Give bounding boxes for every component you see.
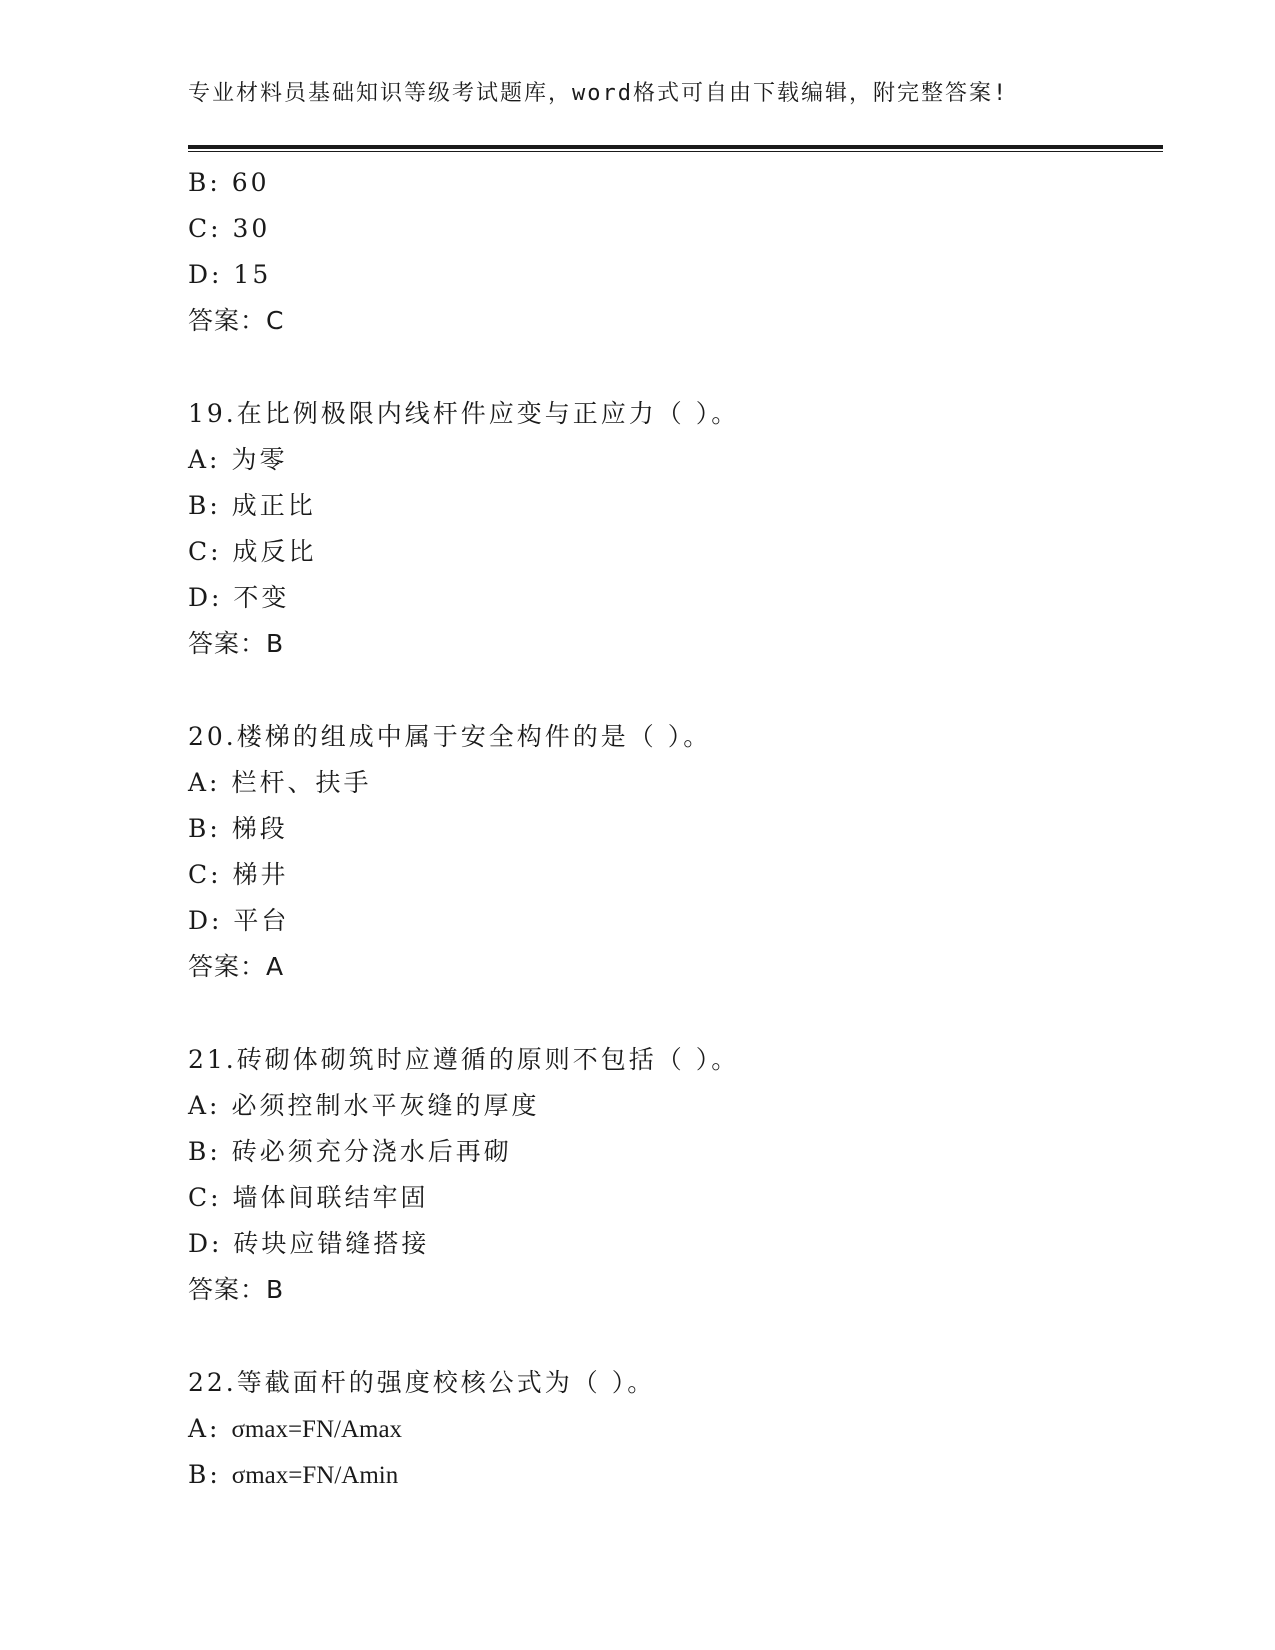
question-21: [188, 1037, 1163, 1313]
option-d: [188, 1221, 1163, 1267]
answer-line: 答案：B: [188, 629, 285, 658]
question-19: [188, 391, 1163, 667]
answer-line: 答案：B: [188, 1275, 285, 1304]
header-rule-thin: [188, 151, 1163, 152]
option-label: D:: [188, 906, 223, 935]
option-b: [188, 806, 1163, 852]
option-label: B:: [188, 491, 221, 520]
option-label: B:: [188, 814, 221, 843]
leading-question-block: [188, 160, 1163, 344]
option-c: [188, 529, 1163, 575]
header-rule-thick: [188, 145, 1163, 149]
option-b: [188, 483, 1163, 529]
option-label: A:: [188, 1091, 221, 1120]
option-label: D:: [188, 1229, 223, 1258]
option-b: [188, 1129, 1163, 1175]
option-c: [188, 1175, 1163, 1221]
question-22: [188, 1360, 1163, 1498]
option-text: 成反比: [232, 537, 317, 566]
question-stem: 22.等截面杆的强度校核公式为（ ）。: [188, 1368, 656, 1397]
page-header: 专业材料员基础知识等级考试题库，word格式可自由下载编辑，附完整答案!: [188, 81, 1009, 106]
spacer: [188, 667, 1163, 714]
option-label: B:: [188, 1137, 221, 1166]
answer-line: 答案：A: [188, 952, 285, 981]
option-label: C:: [188, 1183, 222, 1212]
option-label: C:: [188, 537, 222, 566]
option-text: 平台: [233, 906, 290, 935]
option-label: B:: [188, 1460, 221, 1489]
option-a: [188, 760, 1163, 806]
option-text: 梯井: [232, 860, 289, 889]
option-text: 砖必须充分浇水后再砌: [231, 1137, 512, 1166]
option-c: [188, 852, 1163, 898]
option-a: [188, 437, 1163, 483]
option-text: 不变: [233, 583, 290, 612]
option-label: C:: [188, 214, 222, 243]
option-label: D:: [188, 583, 223, 612]
answer-line: 答案：C: [188, 306, 285, 335]
option-text: 30: [232, 214, 271, 243]
option-label: A:: [188, 768, 221, 797]
option-text: 成正比: [231, 491, 316, 520]
option-d: [188, 898, 1163, 944]
option-text: σmax=FN/Amax: [231, 1416, 403, 1443]
question-stem: 20.楼梯的组成中属于安全构件的是（ ）。: [188, 722, 712, 751]
option-a: [188, 1083, 1163, 1129]
question-stem: 19.在比例极限内线杆件应变与正应力（ ）。: [188, 399, 740, 428]
option-label: B:: [188, 168, 221, 197]
option-label: C:: [188, 860, 222, 889]
option-b: [188, 160, 1163, 206]
option-text: σmax=FN/Amin: [231, 1462, 399, 1489]
option-text: 60: [231, 168, 270, 197]
spacer: [188, 990, 1163, 1037]
spacer: [188, 344, 1163, 391]
option-text: 15: [233, 260, 272, 289]
option-a: [188, 1406, 1163, 1452]
option-d: [188, 575, 1163, 621]
question-20: [188, 714, 1163, 990]
option-text: 墙体间联结牢固: [232, 1183, 429, 1212]
option-b: [188, 1452, 1163, 1498]
option-text: 砖块应错缝搭接: [233, 1229, 430, 1258]
question-stem: 21.砖砌体砌筑时应遵循的原则不包括（ ）。: [188, 1045, 740, 1074]
option-label: D:: [188, 260, 223, 289]
option-text: 栏杆、扶手: [231, 768, 372, 797]
option-label: A:: [188, 445, 221, 474]
option-text: 必须控制水平灰缝的厚度: [231, 1091, 540, 1120]
option-text: 梯段: [231, 814, 288, 843]
spacer: [188, 1313, 1163, 1360]
option-label: A:: [188, 1414, 221, 1443]
option-text: 为零: [231, 445, 288, 474]
question-content: [188, 160, 1163, 1498]
option-c: [188, 206, 1163, 252]
option-d: [188, 252, 1163, 298]
